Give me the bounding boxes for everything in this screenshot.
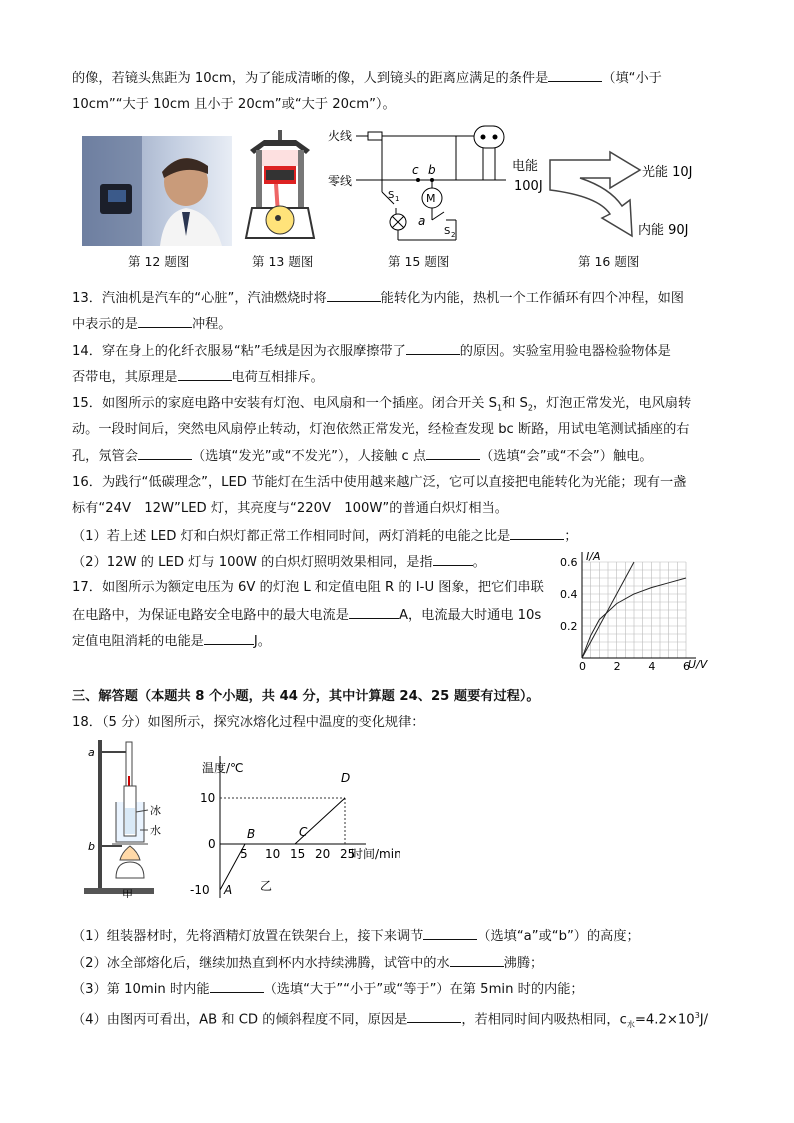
- x-tick-label: 6: [683, 660, 690, 672]
- answer-blank[interactable]: [423, 926, 477, 940]
- q15-line3: 孔，氖管会 （选填“发光”或“不发光”），人接触 c 点 （选填“会”或“不会”）触电。: [72, 446, 653, 467]
- q18-p2: （2）冰全部熔化后，继续加热直到杯内水持续沸腾，试管中的水 沸腾；: [72, 953, 543, 974]
- label-s1: S: [388, 190, 395, 201]
- label-b: b: [88, 840, 95, 853]
- x-tick-label: 5: [240, 847, 248, 861]
- q17-line1: 17．如图所示为额定电压为 6V 的灯泡 L 和定值电阻 R 的 I-U 图象，把它们串联: [72, 580, 544, 595]
- label-huoxian: 火线: [328, 129, 353, 143]
- q15-line2: 动。一段时间后，突然电风扇停止转动，灯泡依然正常发光，经检查发现 bc 断路，用试电笔测试插座的右: [72, 422, 690, 437]
- x-tick-label: 0: [579, 660, 586, 672]
- x-axis-label: 时间/min: [351, 847, 400, 861]
- answer-blank[interactable]: [450, 953, 504, 967]
- q16-line4: （2）12W 的 LED 灯与 100W 的白炽灯照明效果相同，是指 。: [72, 552, 486, 573]
- face-scan-photo: [82, 136, 232, 246]
- y-tick-label: 0: [208, 837, 216, 851]
- label-a: a: [418, 214, 426, 228]
- answer-blank[interactable]: [433, 552, 473, 566]
- q18-p3: （3）第 10min 时内能 （选填“大于”“小于”或“等于”）在第 5min 时的内能；: [72, 979, 584, 1000]
- figure-caption: 第 16 题图: [578, 254, 640, 269]
- x-tick-label: 2: [613, 660, 621, 672]
- text-line: 的像，若镜头焦距为 10cm，为了能成清晰的像，人到镜头的距离应满足的条件是 （填“小于: [72, 68, 662, 89]
- q14-line2: 否带电，其原理是 电荷互相排斥。: [72, 367, 324, 388]
- x-axis-label: U/V: [688, 658, 708, 671]
- answer-blank[interactable]: [204, 631, 254, 645]
- q13-line1: 13．汽油机是汽车的“心脏”，汽油燃烧时将 能转化为内能，热机一个工作循环有四个冲程，如图: [72, 288, 684, 309]
- section-title: 三、解答题（本题共 8 个小题，共 44 分，其中计算题 24、25 题要有过程）。: [72, 689, 540, 704]
- y-tick-label: 0.6: [560, 556, 578, 569]
- answer-blank[interactable]: [178, 367, 232, 381]
- label-guangneng: 光能 10J: [642, 165, 693, 180]
- label-s2-sub: 2: [451, 231, 456, 239]
- figure-caption: 第 15 题图: [388, 254, 450, 269]
- circuit-diagram: [328, 122, 514, 246]
- apparatus-diagram: [82, 738, 182, 898]
- point-label: C: [299, 825, 308, 839]
- answer-blank[interactable]: [510, 526, 564, 540]
- point-label: A: [224, 883, 233, 897]
- label-dianneng: 电能: [512, 159, 539, 174]
- y-tick-label: -10: [190, 883, 210, 897]
- chart-sublabel: 乙: [260, 879, 273, 893]
- label-neineng: 内能 90J: [638, 223, 689, 238]
- q16-line3: （1）若上述 LED 灯和白炽灯都正常工作相同时间，两灯消耗的电能之比是 ；: [72, 526, 577, 547]
- q16-line2: 标有“24V 12W”LED 灯，其亮度与“220V 100W”的普通白炽灯相当。: [72, 501, 508, 516]
- answer-blank[interactable]: [548, 68, 602, 82]
- y-tick-label: 0.2: [560, 620, 578, 633]
- energy-flow-diagram: [510, 148, 720, 248]
- answer-blank[interactable]: [210, 979, 264, 993]
- q15-line1: 15．如图所示的家庭电路中安装有灯泡、电风扇和一个插座。闭合开关 $S_1$和 $S_2$，灯泡正常发光，电风扇转: [72, 396, 692, 413]
- q17-line2: 在电路中，为保证电路安全电路中的最大电流是 A，电流最大时通电 10s: [72, 605, 541, 626]
- label-s2: S: [444, 226, 451, 237]
- label-motor: M: [426, 192, 436, 205]
- label-c: c: [412, 163, 419, 177]
- answer-blank[interactable]: [138, 314, 192, 328]
- y-tick-label: 10: [200, 791, 216, 805]
- q17-line3: 定值电阻消耗的电能是 J。: [72, 631, 271, 652]
- y-axis-label: 温度/℃: [202, 761, 244, 775]
- q14-line1: 14．穿在身上的化纤衣服易“粘”毛绒是因为衣服摩擦带了 的原因。实验室用验电器检验物体是: [72, 341, 671, 362]
- figure-caption: 第 12 题图: [128, 254, 190, 269]
- x-tick-label: 15: [290, 847, 306, 861]
- label-a: a: [88, 746, 95, 759]
- q13-line2: 中表示的是 冲程。: [72, 314, 232, 335]
- x-tick-label: 10: [265, 847, 281, 861]
- text-line: 10cm”“大于 10cm 且小于 20cm”或“大于 20cm”）。: [72, 97, 396, 112]
- engine-diagram: [244, 128, 316, 248]
- label-shui: 水: [150, 824, 161, 837]
- q18-title: 18．（5 分）如图所示，探究冰熔化过程中温度的变化规律：: [72, 715, 425, 730]
- answer-blank[interactable]: [327, 288, 381, 302]
- x-tick-label: 25: [340, 847, 356, 861]
- temperature-chart: [180, 756, 400, 898]
- label-e100: 100J: [514, 179, 543, 194]
- x-tick-label: 4: [648, 660, 656, 672]
- figure-caption: 第 13 题图: [252, 254, 314, 269]
- point-label: B: [247, 827, 256, 841]
- answer-blank[interactable]: [138, 446, 192, 460]
- answer-blank[interactable]: [426, 446, 480, 460]
- y-tick-label: 0.4: [560, 588, 578, 601]
- label-bing: 冰: [150, 804, 161, 817]
- q18-p1: （1）组装器材时，先将酒精灯放置在铁架台上，接下来调节 （选填“a”或“b”）的高度；: [72, 926, 640, 947]
- y-axis-label: I/A: [586, 550, 601, 563]
- answer-blank[interactable]: [406, 341, 460, 355]
- label-s1-sub: 1: [395, 195, 400, 203]
- label-lingxian: 零线: [328, 174, 353, 188]
- x-tick-label: 20: [315, 847, 331, 861]
- iu-chart: [560, 550, 720, 672]
- point-label: D: [341, 771, 351, 785]
- label-b: b: [428, 163, 436, 177]
- label-jia: 甲: [122, 888, 133, 898]
- answer-blank[interactable]: [407, 1009, 461, 1023]
- answer-blank[interactable]: [349, 605, 399, 619]
- q16-line1: 16．为践行“低碳理念”，LED 节能灯在生活中使用越来越广泛，它可以直接把电能转化为光能；现有一盏: [72, 475, 687, 490]
- q18-p4: （4）由图丙可看出，AB 和 CD 的倾斜程度不同，原因是 ，若相同时间内吸热相同，$c_水=4.2\times 10^3J/$: [72, 1011, 709, 1030]
